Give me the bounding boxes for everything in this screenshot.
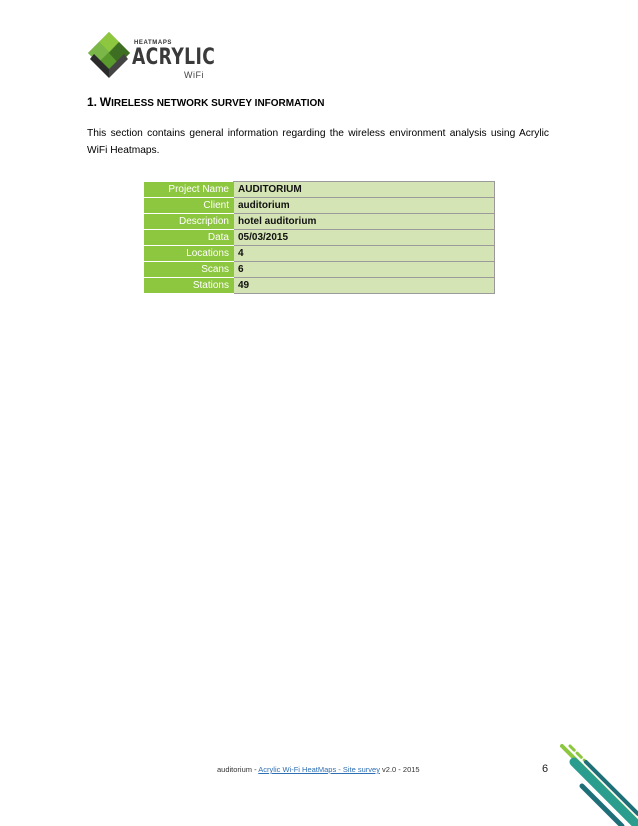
table-row (145, 198, 495, 214)
row-key: Project Name (145, 182, 234, 198)
row-key: Data (145, 230, 234, 246)
table-row (145, 182, 495, 198)
page-number: 6 (542, 763, 549, 775)
table-row (145, 246, 495, 262)
row-key: Locations (145, 246, 234, 262)
section-heading (87, 95, 324, 109)
row-value: AUDITORIUM (234, 182, 495, 198)
logo-heatmaps-text: HEATMAPS (134, 40, 173, 46)
footer-text (217, 765, 420, 774)
row-value: 6 (234, 262, 495, 278)
survey-info-table (144, 181, 495, 294)
footer-suffix: v2.0 - 2015 (379, 765, 420, 774)
row-value: 49 (234, 278, 495, 294)
row-value: hotel auditorium (234, 214, 495, 230)
row-key: Client (145, 198, 234, 214)
logo-wifi-text: WiFi (184, 70, 204, 80)
row-value: 4 (234, 246, 495, 262)
section-intro: This section contains general information regarding the wireless environment analysis using Acrylic WiFi Heatmaps. (87, 128, 549, 156)
table-row (145, 230, 495, 246)
logo-brand-text: ACRYLIC (132, 45, 216, 70)
table-row (145, 214, 495, 230)
section-heading-rest: IRELESS NETWORK SURVEY INFORMATION (111, 98, 325, 109)
corner-stripes-decoration (552, 740, 638, 826)
section-number: 1. (87, 95, 98, 109)
row-key: Stations (145, 278, 234, 294)
table-row (145, 262, 495, 278)
table-row (145, 278, 495, 294)
logo-diamond-icon (86, 30, 132, 80)
row-key: Description (145, 214, 234, 230)
row-value: 05/03/2015 (234, 230, 495, 246)
row-value: auditorium (234, 198, 495, 214)
acrylic-wifi-logo (86, 30, 216, 86)
section-heading-initial: W (99, 95, 112, 109)
footer-link[interactable]: Acrylic Wi-Fi HeatMaps - Site survey (258, 765, 380, 774)
row-key: Scans (145, 262, 234, 278)
footer-prefix: auditorium - (217, 765, 259, 774)
